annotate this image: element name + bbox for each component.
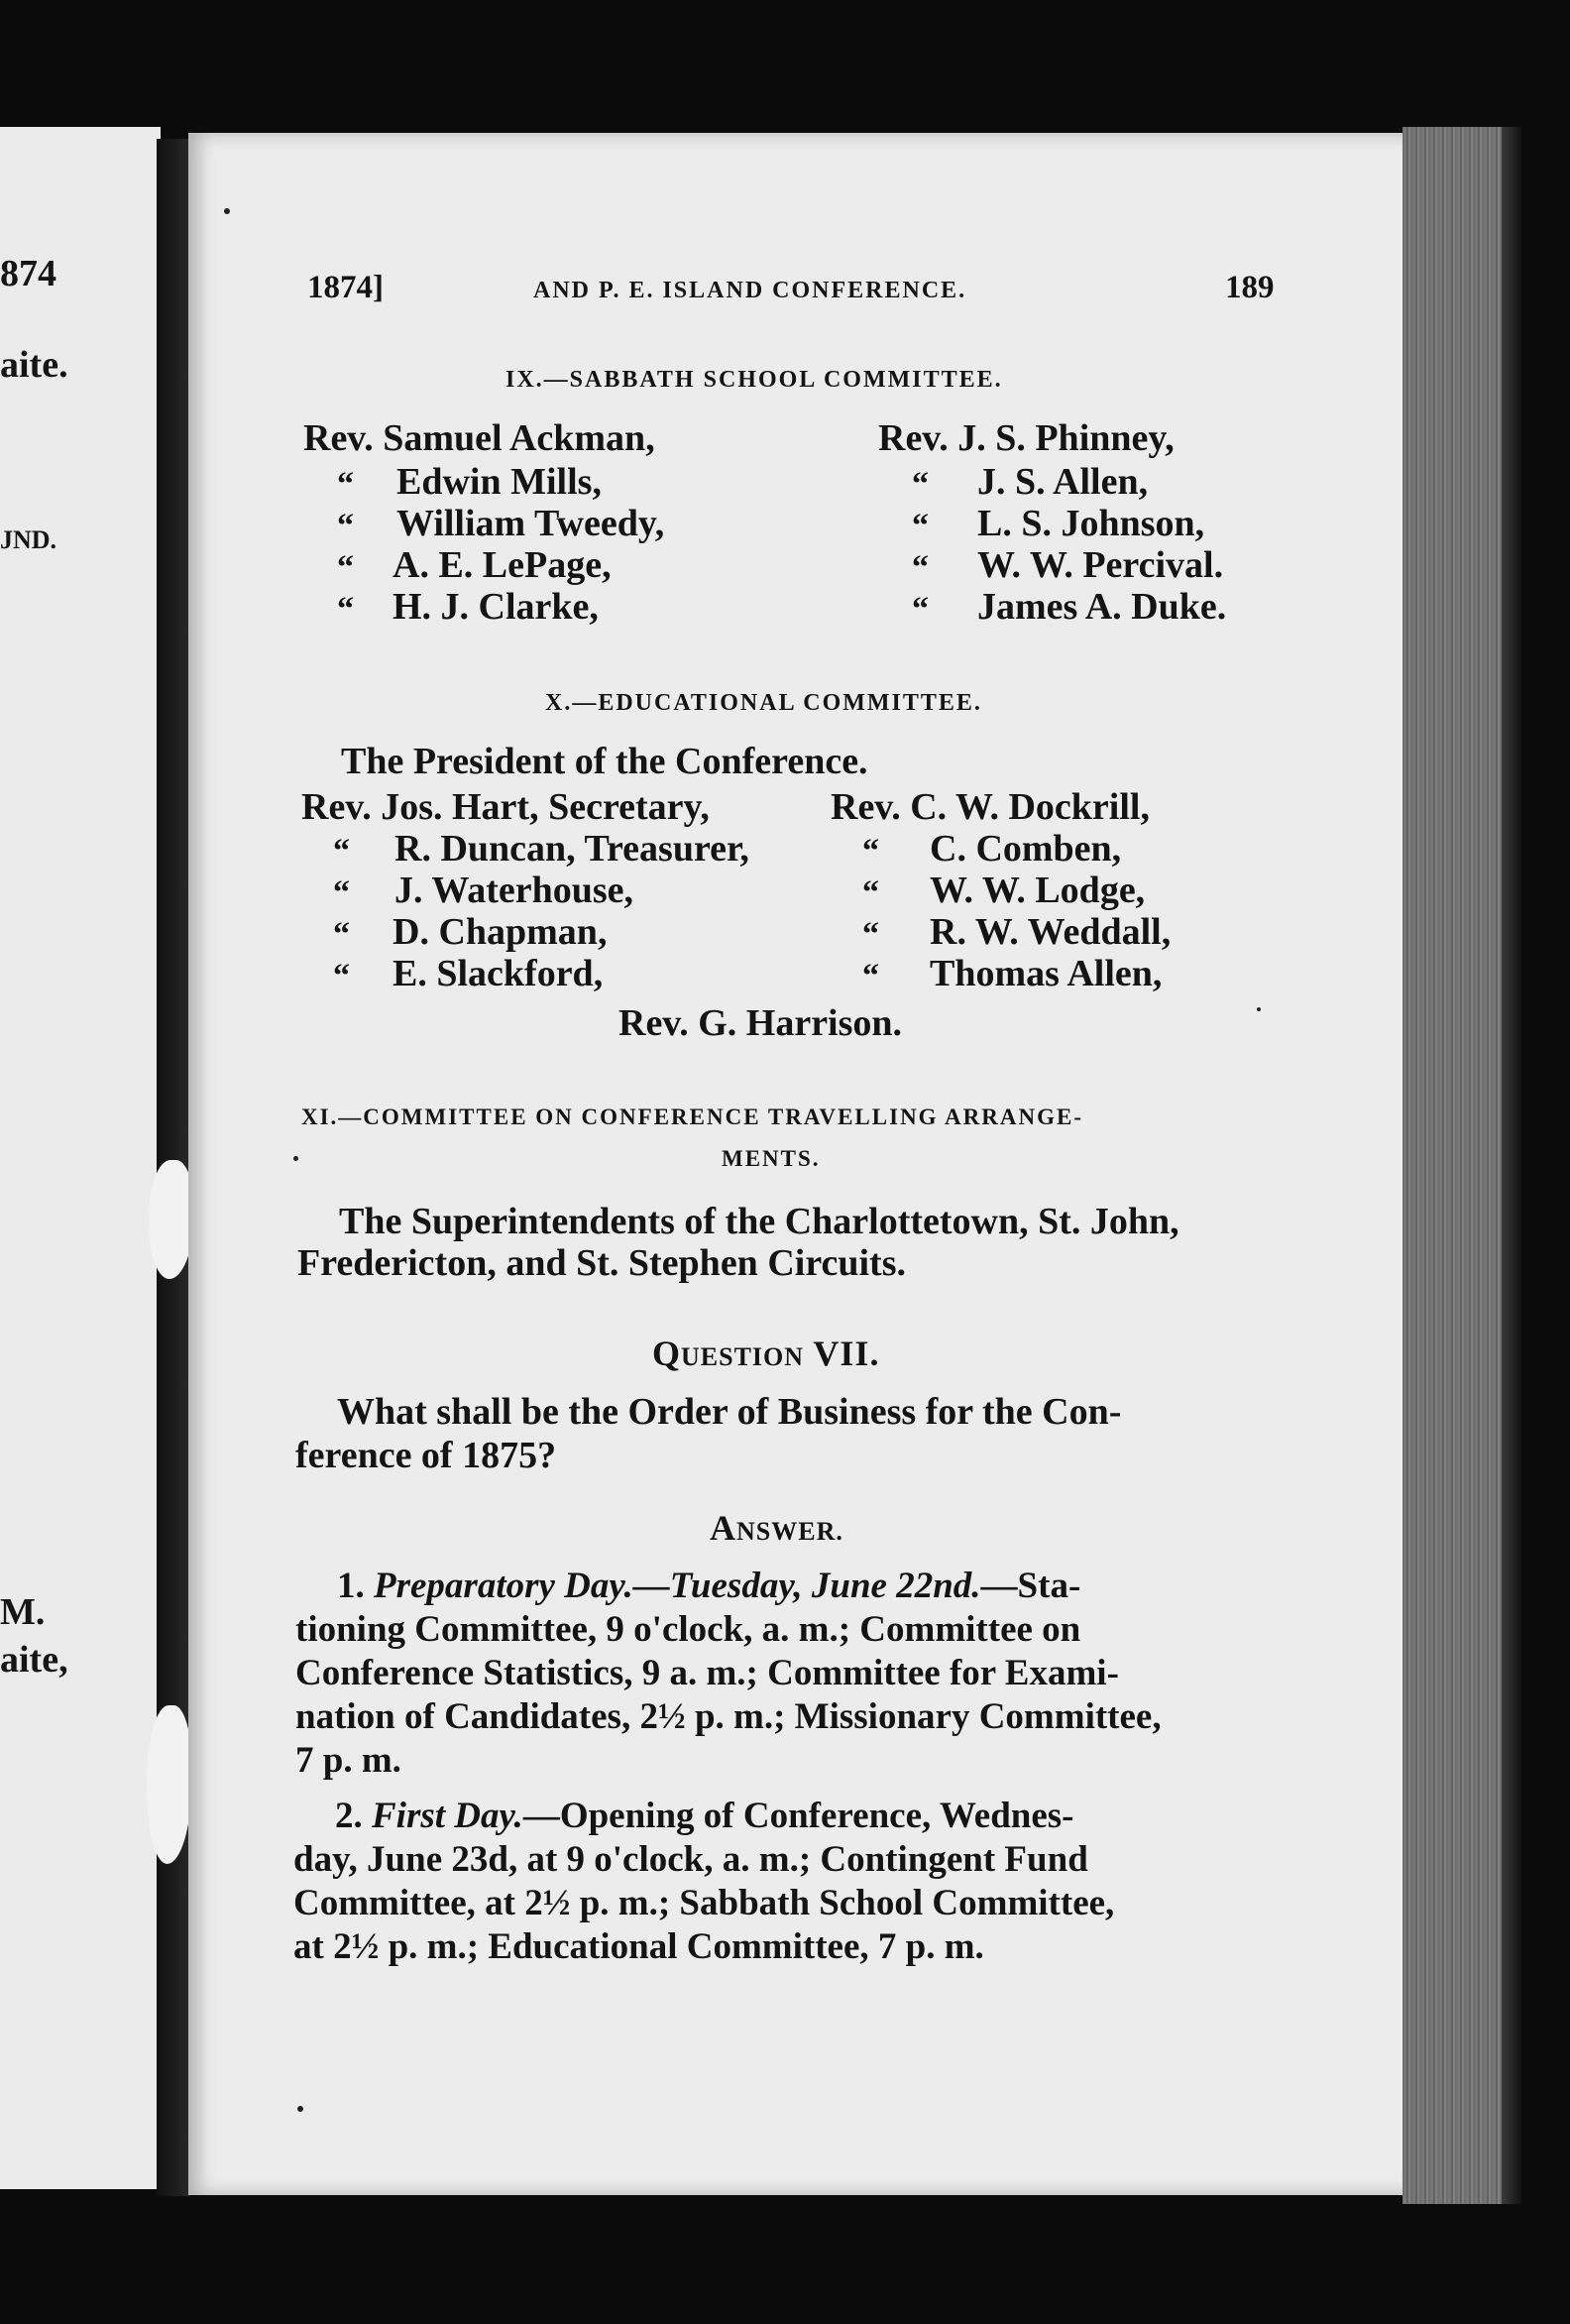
left-fragment-4: aite, — [0, 1639, 68, 1681]
left-fragment-year: 874 — [0, 253, 56, 294]
section-ix-member: H. J. Clarke, — [392, 586, 599, 628]
item-text: tioning Committee, 9 o'clock, a. m.; Committee on — [295, 1609, 1081, 1650]
item-text: at 2½ p. m.; Educational Committee, 7 p. m. — [293, 1926, 984, 1967]
section-x-member: D. Chapman, — [392, 911, 608, 953]
question-initial: Q — [652, 1334, 682, 1373]
answer-item-1 — [295, 1565, 1277, 1783]
ditto-mark: “ — [333, 958, 350, 994]
question-label: UESTION — [681, 1342, 805, 1371]
item-text: —Sta- — [980, 1566, 1081, 1606]
print-speck — [297, 2106, 303, 2112]
previous-page — [0, 127, 161, 2189]
print-speck — [1257, 1007, 1261, 1011]
section-x-member: R. Duncan, Treasurer, — [394, 828, 749, 870]
ditto-mark: “ — [912, 508, 929, 544]
section-ix-heading: IX.—SABBATH SCHOOL COMMITTEE. — [505, 367, 1003, 393]
section-x-member: Thomas Allen, — [930, 953, 1163, 994]
ditto-mark: “ — [333, 833, 350, 870]
section-ix-member: J. S. Allen, — [977, 461, 1149, 503]
item-text: 7 p. m. — [295, 1740, 401, 1781]
left-fragment-3: M. — [0, 1591, 46, 1633]
item-number: 2. — [335, 1796, 363, 1836]
ditto-mark: “ — [337, 549, 354, 586]
section-ix-member: Rev. Samuel Ackman, — [303, 417, 655, 459]
section-x-member: E. Slackford, — [392, 953, 604, 994]
ditto-mark: “ — [333, 916, 350, 953]
item-text: nation of Candidates, 2½ p. m.; Missionary Committee, — [295, 1696, 1162, 1737]
print-speck — [293, 1156, 298, 1161]
ditto-mark: “ — [337, 466, 354, 503]
print-speck — [224, 208, 230, 214]
ditto-mark: “ — [862, 916, 879, 953]
question-text: ference of 1875? — [295, 1435, 557, 1476]
item-text: Conference Statistics, 9 a. m.; Committee for Exami- — [295, 1653, 1119, 1693]
section-ix-member: Edwin Mills, — [396, 461, 602, 503]
item-text: day, June 23d, at 9 o'clock, a. m.; Contingent Fund — [293, 1839, 1088, 1880]
left-fragment-2: JND. — [0, 525, 57, 554]
section-ix-member: William Tweedy, — [396, 503, 665, 544]
item-number: 1. — [337, 1566, 365, 1606]
section-xi-text: Fredericton, and St. Stephen Circuits. — [297, 1242, 906, 1284]
section-x-member: W. W. Lodge, — [930, 870, 1146, 911]
ditto-mark: “ — [912, 591, 929, 628]
section-x-member: R. W. Weddall, — [930, 911, 1172, 953]
answer-item-2 — [293, 1795, 1275, 1969]
section-x-closing: Rev. G. Harrison. — [618, 1002, 903, 1044]
item-date: —Tuesday, June 22nd. — [632, 1566, 981, 1606]
answer-label: NSWER. — [736, 1517, 843, 1546]
answer-heading — [710, 1507, 843, 1549]
section-x-member: Rev. C. W. Dockrill, — [831, 786, 1150, 828]
ditto-mark: “ — [862, 958, 879, 994]
page-fore-edge — [1402, 127, 1507, 2204]
section-x-heading: X.—EDUCATIONAL COMMITTEE. — [545, 690, 982, 716]
ditto-mark: “ — [862, 833, 879, 870]
section-ix-member: A. E. LePage, — [392, 544, 612, 586]
section-ix-member: Rev. J. S. Phinney, — [878, 417, 1175, 459]
answer-initial: A — [710, 1508, 736, 1548]
page-fore-edge-shadow — [1502, 127, 1521, 2204]
question-text: What shall be the Order of Business for the Con- — [337, 1391, 1122, 1433]
item-text: —Opening of Conference, Wednes- — [522, 1796, 1074, 1836]
item-title: Preparatory Day. — [374, 1566, 633, 1606]
section-x-member: J. Waterhouse, — [394, 870, 634, 911]
item-title: First Day. — [372, 1796, 523, 1836]
section-xi-text: The Superintendents of the Charlottetown, St. John, — [339, 1201, 1179, 1242]
section-ix-member: James A. Duke. — [977, 586, 1227, 628]
ditto-mark: “ — [337, 591, 354, 628]
item-text: Committee, at 2½ p. m.; Sabbath School Committee, — [293, 1883, 1115, 1923]
section-x-member: C. Comben, — [930, 828, 1122, 870]
ditto-mark: “ — [912, 466, 929, 503]
question-heading — [652, 1333, 879, 1374]
section-x-member: Rev. Jos. Hart, Secretary, — [301, 786, 710, 828]
running-head-year: 1874] — [307, 270, 384, 305]
left-fragment-1: aite. — [0, 344, 68, 386]
running-head-title: AND P. E. ISLAND CONFERENCE. — [533, 278, 967, 303]
section-xi-heading-cont: MENTS. — [722, 1146, 821, 1171]
section-ix-member: W. W. Percival. — [977, 544, 1224, 586]
section-xi-heading: XI.—COMMITTEE ON CONFERENCE TRAVELLING ARRANGE- — [301, 1104, 1083, 1129]
section-ix-member: L. S. Johnson, — [977, 503, 1205, 544]
ditto-mark: “ — [912, 549, 929, 586]
ditto-mark: “ — [337, 508, 354, 544]
section-x-intro: The President of the Conference. — [341, 741, 868, 782]
ditto-mark: “ — [333, 874, 350, 911]
ditto-mark: “ — [862, 874, 879, 911]
question-numeral: VII. — [813, 1334, 880, 1373]
page-number: 189 — [1225, 270, 1275, 305]
